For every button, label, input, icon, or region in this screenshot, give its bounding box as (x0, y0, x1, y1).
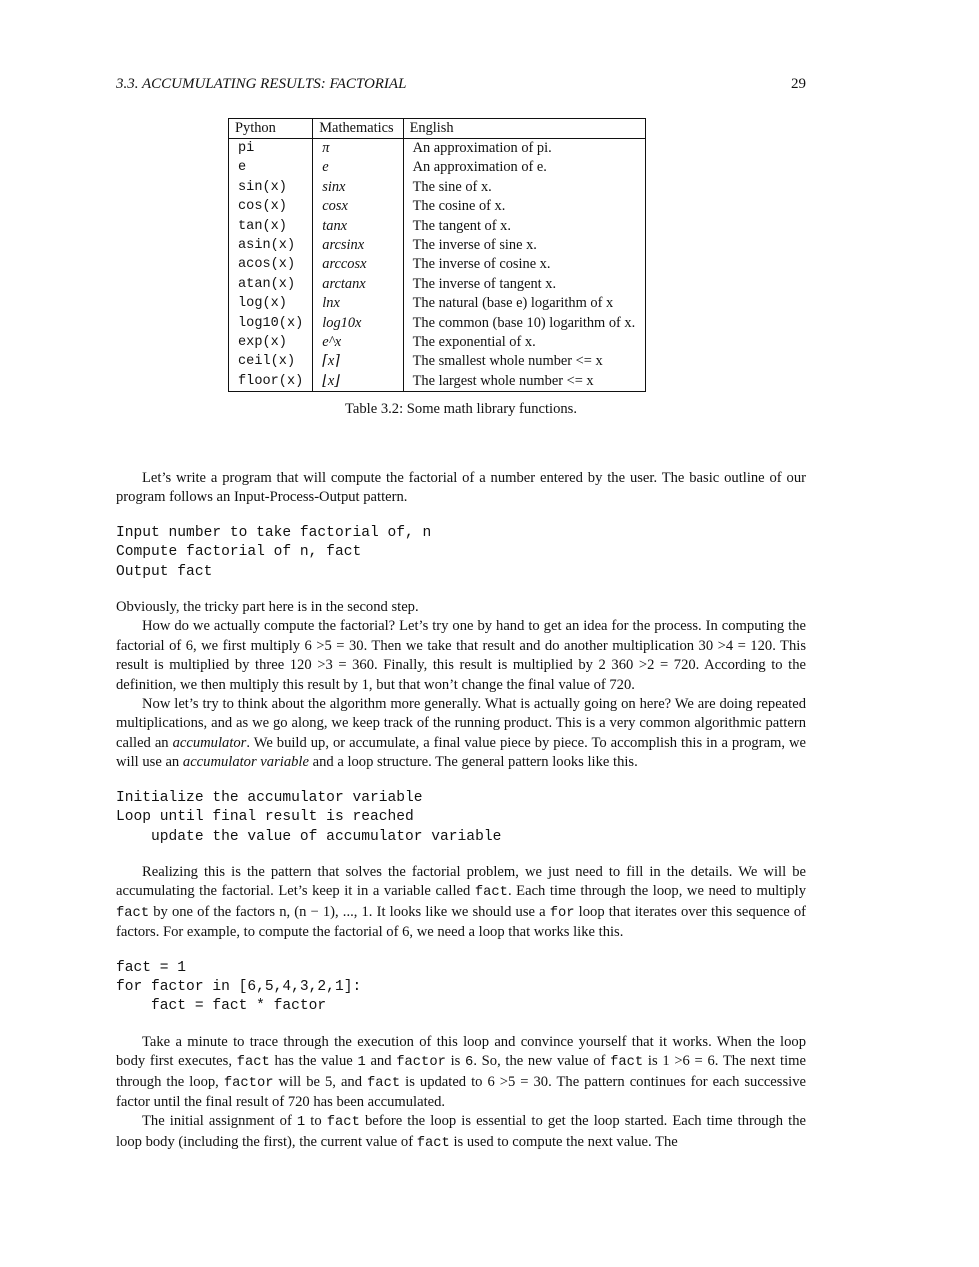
python-cell: sin(x) (238, 179, 287, 195)
english-cell: The tangent of x. (403, 217, 646, 236)
page-number: 29 (791, 76, 806, 92)
english-cell: The common (base 10) logarithm of x. (403, 314, 646, 333)
table-row (229, 372, 646, 392)
code-block-outline: Input number to take factorial of, n Compute factorial of n, fact Output fact (116, 524, 432, 580)
python-cell: floor(x) (238, 373, 304, 389)
header-python: Python (229, 119, 313, 139)
english-cell: The natural (base e) logarithm of x (403, 294, 646, 313)
python-cell: log(x) (238, 296, 287, 312)
python-cell: atan(x) (238, 276, 296, 292)
python-cell: acos(x) (238, 257, 296, 273)
python-cell: e (238, 160, 247, 176)
math-cell: e (313, 158, 403, 177)
english-cell: The sine of x. (403, 178, 646, 197)
math-cell: tanx (313, 217, 403, 236)
english-cell: The exponential of x. (403, 333, 646, 352)
table-row (229, 178, 646, 197)
table-row (229, 333, 646, 352)
math-cell: arccosx (313, 255, 403, 274)
english-cell: An approximation of pi. (403, 139, 646, 159)
math-cell: ⌊x⌋ (313, 372, 403, 392)
table-row (229, 236, 646, 255)
term-accumulator-variable: accumulator variable (182, 754, 309, 771)
table-row (229, 294, 646, 313)
term-accumulator: accumulator (172, 734, 247, 751)
english-cell: The cosine of x. (403, 197, 646, 216)
code-block-pattern: Initialize the accumulator variable Loop until final result is reached update the value of accumulator variable (116, 789, 502, 845)
paragraph-accumulator: Now let’s try to think about the algorithm more generally. What is actually going on here? We are doing repeated multiplications, and as we go along, we keep track of the running product. This is a very common algorithmic pattern called an accumulator. We build up, or accumulate, a final value piece by piece. To accomplish this in a program, we will use an accumulator variable and a loop structure. The general pattern looks like this. (116, 696, 806, 771)
body-text (116, 469, 806, 1153)
math-cell: π (313, 139, 403, 159)
running-head (116, 75, 806, 93)
math-functions-table (228, 118, 646, 392)
python-cell: cos(x) (238, 199, 287, 215)
math-cell: lnx (313, 294, 403, 313)
table-row (229, 255, 646, 274)
paragraph-trace: Take a minute to trace through the execution of this loop and convince yourself that it works. When the loop body first executes, fact has the value 1 and factor is 6. So, the new value of fact is 1 >6 = 6. The next time through the loop, factor will be 5, and fact is updated to 6 >5 = 30. The pattern continues for each successive factor until the final result of 720 has been accumulated. (116, 1033, 806, 1110)
english-cell: The inverse of sine x. (403, 236, 646, 255)
python-cell: ceil(x) (238, 354, 296, 370)
table-row (229, 275, 646, 294)
math-cell: arcsinx (313, 236, 403, 255)
math-cell: log10x (313, 314, 403, 333)
table-caption: Table 3.2: Some math library functions. (344, 401, 578, 417)
english-cell: The inverse of tangent x. (403, 275, 646, 294)
table-row (229, 139, 646, 159)
paragraph-by-hand: How do we actually compute the factorial? Let’s try one by hand to get an idea for the process. In computing the factorial of 6, we first multiply 6 ⁠>5 = 30. Then we take that result and do another multiplication 30 ⁠>4 = 120. This result is multiplied by three 120 ⁠>3 = 360. Finally, this result is multiplied by 2 360 ⁠>2 = 720. According to the definition, we then multiply this result by 1, but that won’t change the final value of 720. (116, 618, 806, 693)
paragraph-pattern-solves: Realizing this is the pattern that solves the factorial problem, we just need to fill in the details. We will be accumulating the factorial. Let’s keep it in a variable called fact. Each time through the loop, we need to multiply fact by one of the factors n, (n − 1), ..., 1. It looks like we should use a for loop that iterates over this sequence of factors. For example, to compute the factorial of 6, we need a loop that works like this. (116, 863, 806, 941)
math-cell: ⌈x⌉ (313, 352, 403, 371)
header-english: English (403, 119, 646, 139)
python-cell: asin(x) (238, 238, 296, 254)
python-cell: log10(x) (238, 315, 304, 331)
table-row (229, 352, 646, 371)
table-row (229, 197, 646, 216)
table-row (229, 217, 646, 236)
english-cell: The inverse of cosine x. (403, 255, 646, 274)
english-cell: The largest whole number <= x (403, 372, 646, 392)
math-cell: cosx (313, 197, 403, 216)
table-header-row (229, 119, 646, 139)
table-row (229, 314, 646, 333)
header-mathematics: Mathematics (313, 119, 403, 139)
python-cell: tan(x) (238, 218, 287, 234)
python-cell: pi (238, 141, 255, 156)
math-cell: arctanx (313, 275, 403, 294)
english-cell: The smallest whole number <= x (403, 352, 646, 371)
paragraph-initial-assignment: The initial assignment of 1 to fact before the loop is essential to get the loop started. Each time through the loop body (including the first), the current value of fact is used to compute the next value. The (116, 1113, 806, 1151)
table-row (229, 158, 646, 177)
python-cell: exp(x) (238, 335, 287, 351)
math-cell: e^x (313, 333, 403, 352)
paragraph-tricky: Obviously, the tricky part here is in the second step. (116, 599, 419, 616)
running-head-title: 3.3. ACCUMULATING RESULTS: FACTORIAL (116, 76, 407, 92)
code-block-loop: fact = 1 for factor in [6,5,4,3,2,1]: fact = fact * factor (116, 959, 362, 1015)
english-cell: An approximation of e. (403, 158, 646, 177)
math-cell: sinx (313, 178, 403, 197)
paragraph-intro: Let’s write a program that will compute the factorial of a number entered by the user. The basic outline of our program follows an Input-Process-Output pattern. (116, 470, 806, 506)
